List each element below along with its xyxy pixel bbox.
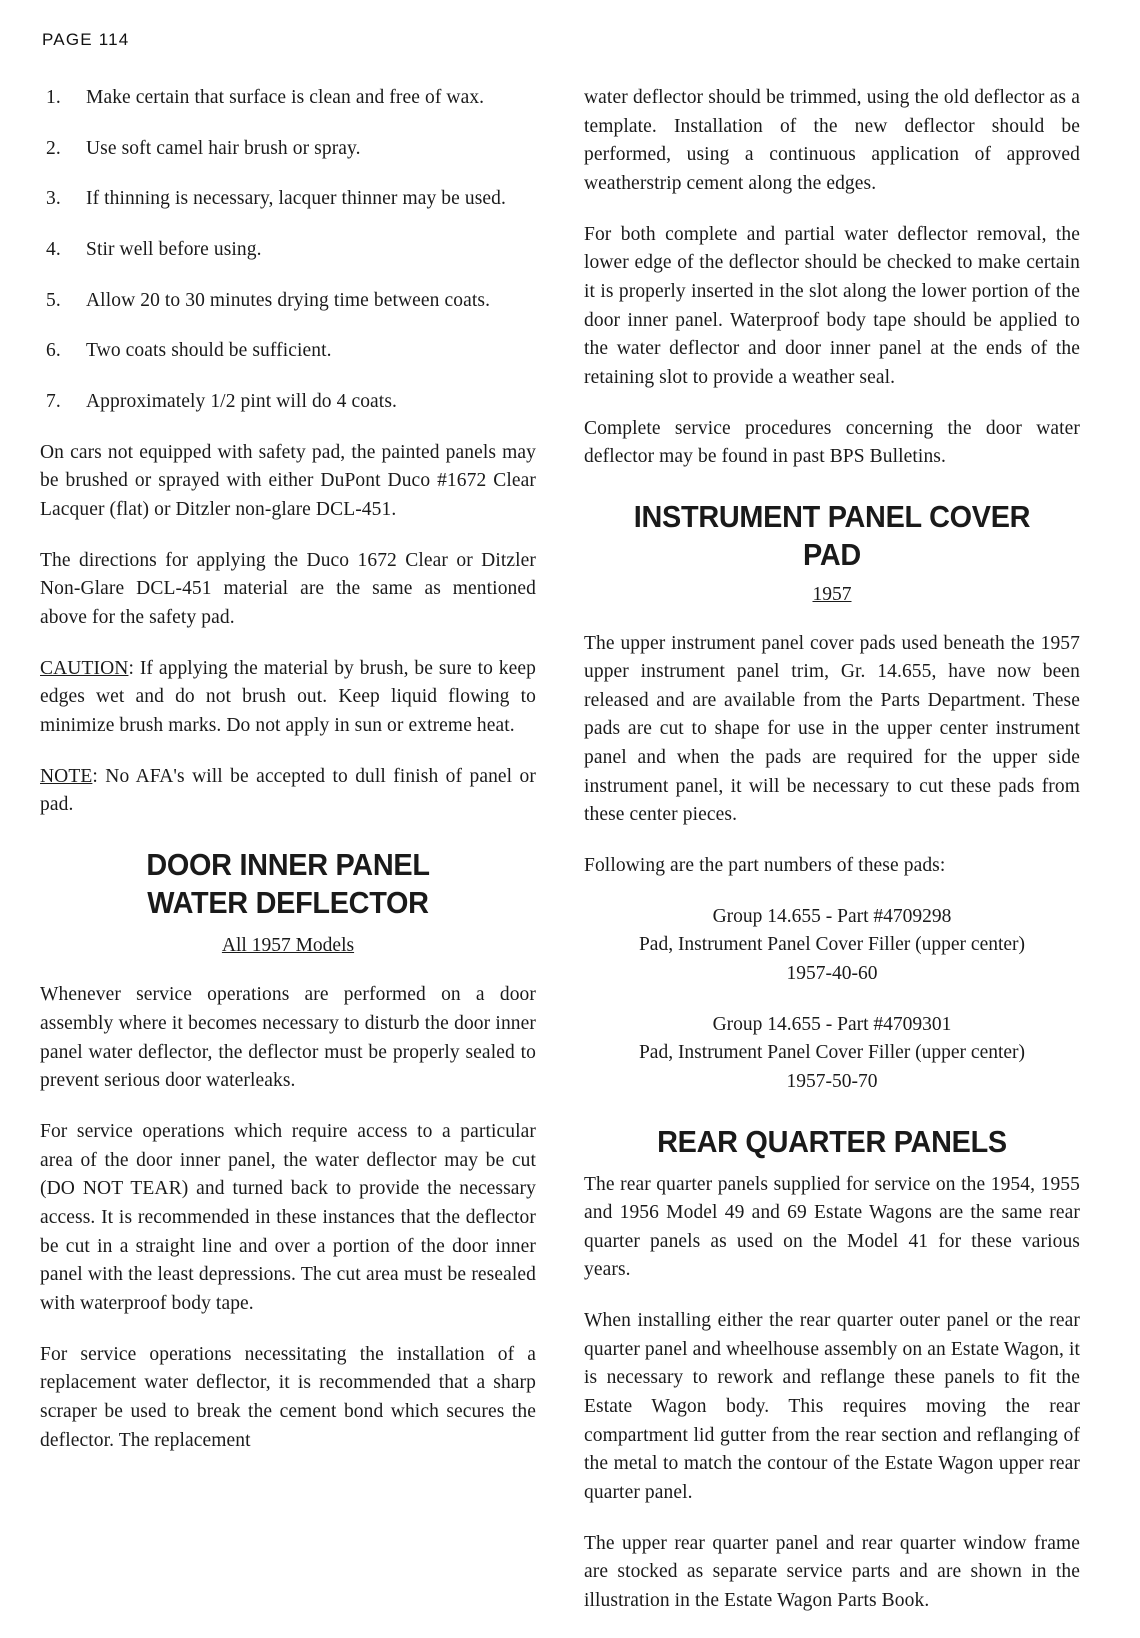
note-label: NOTE xyxy=(40,765,93,787)
paragraph-note xyxy=(40,763,536,820)
part-block-2-description: Pad, Instrument Panel Cover Filler (upper center) xyxy=(638,1042,1026,1064)
list-item xyxy=(40,84,536,113)
list-item-number: 4. xyxy=(46,238,61,260)
heading-door-inner-panel xyxy=(57,846,518,922)
heading-subtitle-text: All 1957 Models xyxy=(221,935,355,957)
list-item-text: Stir well before using. xyxy=(86,238,262,260)
list-item xyxy=(40,287,536,316)
caution-text: : If applying the material by brush, be sure to keep edges wet and do not brush out. Keep liquid flowing to minimize brush marks. Do not apply in sun or extreme heat. xyxy=(40,657,536,736)
paragraph-painted-panels: On cars not equipped with safety pad, the painted panels may be brushed or sprayed with either DuPont Duco #1672 Clear Lacquer (flat) or Ditzler non-glare DCL-451. xyxy=(40,441,536,520)
list-item-number: 7. xyxy=(46,390,61,412)
paragraph-access-cut: For service operations which require access to a particular area of the door inner panel, the water deflector may be cut (DO NOT TEAR) and turned back to provide the necessary access. It is recommended in these instances that the deflector be cut in a straight line and over a portion of the door inner panel with the least depressions. The cut area must be resealed with waterproof body tape. xyxy=(40,1121,536,1314)
paragraph-duco-directions: The directions for applying the Duco 1672 Clear or Ditzler Non-Glare DCL-451 material are the same as mentioned above for the safety pad. xyxy=(40,549,536,628)
paragraph-caution xyxy=(40,655,536,741)
list-item-number: 6. xyxy=(46,340,61,362)
paragraph-cover-pads: The upper instrument panel cover pads used beneath the 1957 upper instrument panel trim, Gr. 14.655, have now been released and are available from the Parts Department. These pads are cut to shape for use in the upper center instrument panel and when the pads are required for the upper side instrument panel, it will be necessary to cut these pads from these center pieces. xyxy=(584,632,1080,826)
list-item-text: Use soft camel hair brush or spray. xyxy=(86,137,361,159)
list-item xyxy=(40,185,536,214)
paragraph-replacement: For service operations necessitating the installation of a replacement water deflector, it is recommended that a sharp scraper be used to break the cement bond which secures the deflector. The replacement xyxy=(40,1343,536,1451)
list-item-number: 3. xyxy=(46,188,61,210)
part-block-2 xyxy=(584,1011,1080,1097)
paragraph-window-frame: The upper rear quarter panel and rear quarter window frame are stocked as separate service parts and are shown in the illustration in the Estate Wagon Parts Book. xyxy=(584,1532,1080,1612)
numbered-instruction-list xyxy=(40,84,536,417)
part-block-1-models: 1957-40-60 xyxy=(786,963,878,985)
heading-rear-quarter-panels: REAR QUARTER PANELS xyxy=(657,1123,1007,1159)
heading-subtitle-year xyxy=(584,584,1080,606)
caution-label: CAUTION xyxy=(40,657,129,679)
two-column-layout xyxy=(40,84,1100,1638)
list-item-number: 5. xyxy=(46,289,61,311)
list-item xyxy=(40,337,536,366)
right-column xyxy=(584,84,1080,1638)
list-item-text: Make certain that surface is clean and free of wax. xyxy=(86,87,485,108)
part-block-2-models: 1957-50-70 xyxy=(786,1071,878,1093)
part-block-1 xyxy=(584,903,1080,989)
paragraph-waterleaks: Whenever service operations are performed on a door assembly where it becomes necessary to disturb the door inner panel water deflector, the deflector must be properly sealed to prevent serious door waterleaks. xyxy=(40,984,536,1092)
list-item xyxy=(40,236,536,265)
note-text: : No AFA's will be accepted to dull finish of panel or pad. xyxy=(40,765,536,816)
heading-subtitle-models xyxy=(40,935,536,957)
list-item-text: Allow 20 to 30 minutes drying time between coats. xyxy=(86,289,491,311)
left-column xyxy=(40,84,536,1477)
list-item xyxy=(40,135,536,164)
paragraph-part-numbers-intro: Following are the part numbers of these pads: xyxy=(584,855,946,877)
part-block-2-group: Group 14.655 - Part #4709301 xyxy=(712,1013,952,1035)
list-item-text: Approximately 1/2 pint will do 4 coats. xyxy=(86,390,397,412)
paragraph-bps-bulletins: Complete service procedures concerning the door water deflector may be found in past BPS Bulletins. xyxy=(584,417,1080,468)
paragraph-estate-wagons: The rear quarter panels supplied for service on the 1954, 1955 and 1956 Model 49 and 69 Estate Wagons are the same rear quarter panels as used on the Model 41 for these various years. xyxy=(584,1173,1080,1281)
heading-instrument-panel-cover-pad: INSTRUMENT PANEL COVER PAD xyxy=(633,498,1031,572)
heading-line-2: WATER DEFLECTOR xyxy=(147,884,429,920)
list-item-text: If thinning is necessary, lacquer thinner may be used. xyxy=(86,188,507,210)
part-block-1-group: Group 14.655 - Part #4709298 xyxy=(712,905,952,927)
heading-line-1: DOOR INNER PANEL xyxy=(146,846,430,882)
heading-subtitle-year-text: 1957 xyxy=(812,583,852,605)
list-item xyxy=(40,388,536,417)
page-header: PAGE 114 xyxy=(42,30,130,49)
list-item-number: 2. xyxy=(46,137,61,159)
list-item-text: Two coats should be sufficient. xyxy=(86,340,332,362)
list-item-number: 1. xyxy=(46,87,61,108)
paragraph-deflector-trim: water deflector should be trimmed, using the old deflector as a template. Installation of the new deflector should be performed, using a continuous application of approved weatherstrip cement along the edges. xyxy=(584,87,1080,194)
part-block-1-description: Pad, Instrument Panel Cover Filler (upper center) xyxy=(638,934,1026,956)
paragraph-deflector-removal: For both complete and partial water deflector removal, the lower edge of the deflector should be checked to make certain it is properly inserted in the slot along the lower portion of the door inner panel. Waterproof body tape should be applied to the water deflector and door inner panel at the ends of the retaining slot to provide a weather seal. xyxy=(584,223,1080,388)
paragraph-installing-panels: When installing either the rear quarter outer panel or the rear quarter panel and wheelhouse assembly on an Estate Wagon, it is necessary to rework and reflange these panels to fit the Estate Wagon body. This requires moving the rear compartment lid gutter from the rear section and reflanging of the metal to match the contour of the Estate Wagon upper rear quarter panel. xyxy=(584,1310,1080,1504)
